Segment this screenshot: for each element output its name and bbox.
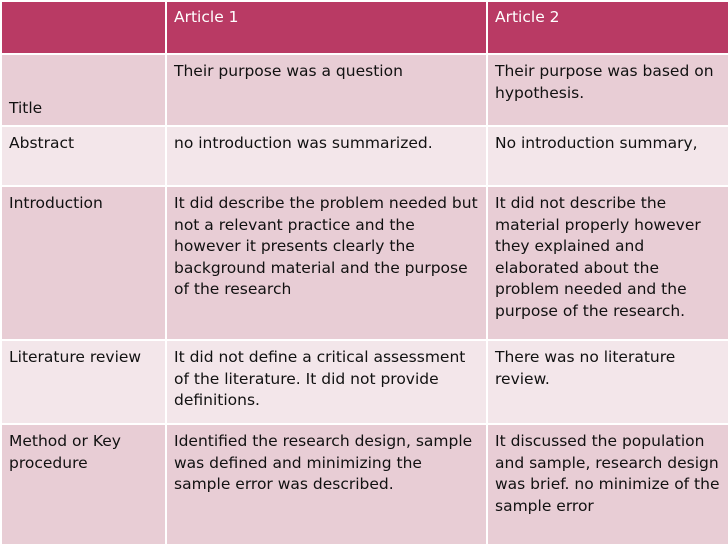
cell-article-1-introduction: It did describe the problem needed but not a relevant practice and the however it presents clearly the background material and the purpose of the research — [166, 186, 487, 340]
row-label-title: Title — [1, 54, 166, 126]
cell-article-2-introduction: It did not describe the material properly however they explained and elaborated about the problem needed and the purpose of the research. — [487, 186, 728, 340]
row-label-literature-review: Literature review — [1, 340, 166, 424]
header-article-2: Article 2 — [487, 1, 728, 54]
row-label-introduction: Introduction — [1, 186, 166, 340]
cell-article-2-literature-review: There was no literature review. — [487, 340, 728, 424]
cell-article-1-title: Their purpose was a question — [166, 54, 487, 126]
table-row-title — [1, 54, 728, 126]
header-article-1: Article 1 — [166, 1, 487, 54]
cell-article-2-method: It discussed the population and sample, research design was brief. no minimize of the sample error — [487, 424, 728, 545]
table-row-method — [1, 424, 728, 545]
cell-article-1-literature-review: It did not define a critical assessment of the literature. It did not provide definitions. — [166, 340, 487, 424]
cell-article-2-abstract: No introduction summary, — [487, 126, 728, 186]
cell-article-1-method: Identified the research design, sample was defined and minimizing the sample error was described. — [166, 424, 487, 545]
table-row-introduction — [1, 186, 728, 340]
table-row-literature-review — [1, 340, 728, 424]
table-row-abstract — [1, 126, 728, 186]
row-label-method: Method or Key procedure — [1, 424, 166, 545]
cell-article-1-abstract: no introduction was summarized. — [166, 126, 487, 186]
row-label-abstract: Abstract — [1, 126, 166, 186]
header-row — [1, 1, 728, 54]
cell-article-2-title: Their purpose was based on hypothesis. — [487, 54, 728, 126]
header-empty-cell — [1, 1, 166, 54]
